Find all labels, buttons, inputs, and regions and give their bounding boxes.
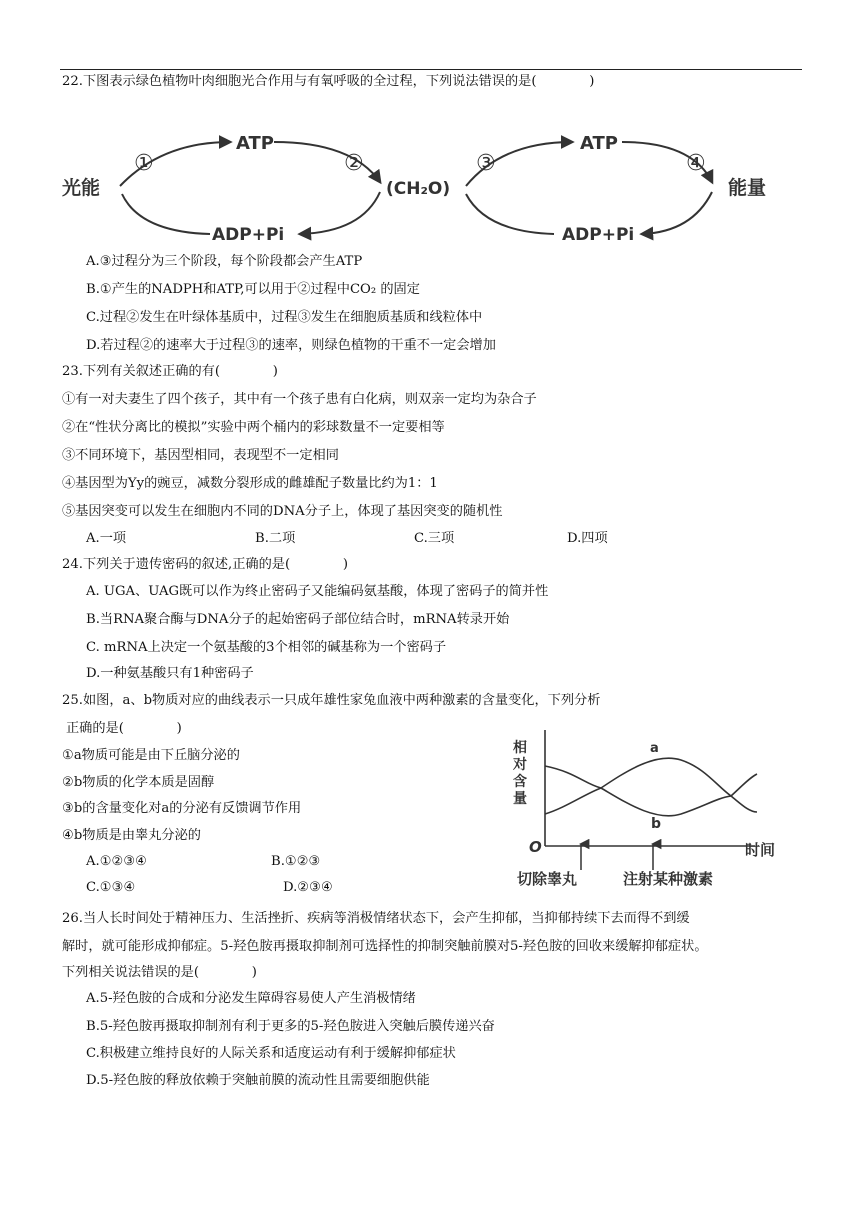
q22-atp-left-label: ATP — [236, 133, 275, 154]
q24-option-b[interactable]: B.当RNA聚合酶与DNA分子的起始密码子部位结合时，mRNA转录开始 — [86, 612, 510, 627]
q25-curve-a — [545, 758, 757, 796]
q25-xlabel: 时间 — [745, 841, 776, 859]
q23-option-a[interactable]: A.一项 — [86, 531, 127, 546]
q22-step2-label: ② — [344, 151, 364, 176]
q23-item-2: ②在“性状分离比的模拟”实验中两个桶内的彩球数量不一定要相等 — [62, 420, 445, 435]
q22-process-diagram — [62, 124, 790, 244]
q26-option-c[interactable]: C.积极建立维持良好的人际关系和适度运动有利于缓解抑郁症状 — [86, 1046, 456, 1061]
q24-option-a[interactable]: A. UGA、UAG既可以作为终止密码子又能编码氨基酸，体现了密码子的简并性 — [86, 584, 549, 599]
q23-option-d[interactable]: D.四项 — [567, 531, 608, 546]
q24-stem: 24.下列关于遗传密码的叙述,正确的是( ) — [62, 557, 349, 572]
q26-option-a[interactable]: A.5-羟色胺的合成和分泌发生障碍容易使人产生消极情绪 — [86, 991, 416, 1006]
q26-option-b[interactable]: B.5-羟色胺再摄取抑制剂有利于更多的5-羟色胺进入突触后膜传递兴奋 — [86, 1019, 495, 1034]
q23-item-3: ③不同环境下，基因型相同，表现型不一定相同 — [62, 448, 339, 463]
q22-arrow-ch2o-out — [466, 194, 554, 234]
q25-item-2: ②b物质的化学本质是固醇 — [62, 775, 215, 790]
q25-ylabel-char-3: 含 — [513, 774, 527, 790]
q22-option-a[interactable]: A.③过程分为三个阶段，每个阶段都会产生ATP — [86, 254, 363, 269]
q22-arrow-adp-left — [300, 192, 380, 234]
q25-item-1: ①a物质可能是由下丘脑分泌的 — [62, 748, 240, 763]
q25-ylabel-char-2: 对 — [513, 757, 527, 773]
q22-arrow-step2 — [274, 142, 380, 182]
q22-step3-label: ③ — [476, 151, 496, 176]
q25-curve-b-label: b — [651, 816, 662, 832]
q25-origin-label: O — [529, 838, 542, 856]
q25-event1-label: 切除睾丸 — [517, 870, 578, 888]
q22-adp-right-label: ADP+Pi — [562, 225, 635, 244]
q22-stem: 22.下图表示绿色植物叶肉细胞光合作用与有氧呼吸的全过程，下列说法错误的是( ) — [62, 74, 595, 89]
q22-option-c[interactable]: C.过程②发生在叶绿体基质中，过程③发生在细胞质基质和线粒体中 — [86, 310, 483, 325]
q23-item-5: ⑤基因突变可以发生在细胞内不同的DNA分子上，体现了基因突变的随机性 — [62, 504, 503, 519]
q22-energy-label: 能量 — [728, 177, 767, 199]
q25-option-c[interactable]: C.①③④ — [86, 880, 136, 895]
q23-item-4: ④基因型为Yy的豌豆，减数分裂形成的雌雄配子数量比约为1：1 — [62, 476, 438, 491]
q26-option-d[interactable]: D.5-羟色胺的释放依赖于突触前膜的流动性且需要细胞供能 — [86, 1073, 430, 1088]
q23-option-b[interactable]: B.二项 — [255, 531, 296, 546]
q25-curve-a-label: a — [650, 741, 659, 756]
q25-hormone-graph — [505, 724, 795, 892]
q23-stem: 23.下列有关叙述正确的有( ) — [62, 364, 278, 379]
q25-option-a[interactable]: A.①②③④ — [86, 854, 148, 869]
q25-option-b[interactable]: B.①②③ — [271, 854, 321, 869]
q22-step1-label: ① — [134, 151, 154, 176]
q26-stem-line1: 26.当人长时间处于精神压力、生活挫折、疾病等消极情绪状态下，会产生抑郁，当抑郁持续下去而得不到缓 — [62, 911, 690, 926]
q25-ylabel-char-1: 相 — [513, 740, 527, 756]
q25-stem-line1: 25.如图，a、b物质对应的曲线表示一只成年雄性家兔血液中两种激素的含量变化，下列分析 — [62, 693, 601, 708]
q26-stem-line2: 解时，就可能形成抑郁症。5-羟色胺再摄取抑制剂可选择性的抑制突触前膜对5-羟色胺的回收来缓解抑郁症状。 — [62, 939, 708, 954]
q22-arrow-adp-right — [642, 192, 712, 234]
q25-stem-line2: 正确的是( ) — [66, 721, 182, 736]
q25-item-3: ③b的含量变化对a的分泌有反馈调节作用 — [62, 801, 302, 816]
q22-atp-right-label: ATP — [580, 133, 619, 154]
q22-option-b[interactable]: B.①产生的NADPH和ATP,可以用于②过程中CO₂ 的固定 — [86, 282, 420, 297]
q22-light-label: 光能 — [62, 177, 101, 199]
q23-item-1: ①有一对夫妻生了四个孩子，其中有一个孩子患有白化病，则双亲一定均为杂合子 — [62, 392, 537, 407]
q25-option-d[interactable]: D.②③④ — [283, 880, 333, 895]
q24-option-d[interactable]: D.一种氨基酸只有1种密码子 — [86, 666, 254, 681]
q22-option-d[interactable]: D.若过程②的速率大于过程③的速率，则绿色植物的干重不一定会增加 — [86, 338, 496, 353]
q22-step4-label: ④ — [686, 151, 706, 176]
q23-option-c[interactable]: C.三项 — [414, 531, 455, 546]
q26-stem-line3: 下列相关说法错误的是( ) — [62, 965, 257, 980]
q25-ylabel-char-4: 量 — [513, 791, 527, 807]
q22-arrow-light-in — [122, 194, 210, 234]
header-rule — [60, 69, 802, 70]
q25-event2-label: 注射某种激素 — [623, 870, 714, 888]
q24-option-c[interactable]: C. mRNA上决定一个氨基酸的3个相邻的碱基称为一个密码子 — [86, 640, 447, 655]
q25-item-4: ④b物质是由睾丸分泌的 — [62, 828, 201, 843]
q22-ch2o-label: (CH₂O) — [386, 179, 451, 199]
q22-adp-left-label: ADP+Pi — [212, 225, 285, 244]
